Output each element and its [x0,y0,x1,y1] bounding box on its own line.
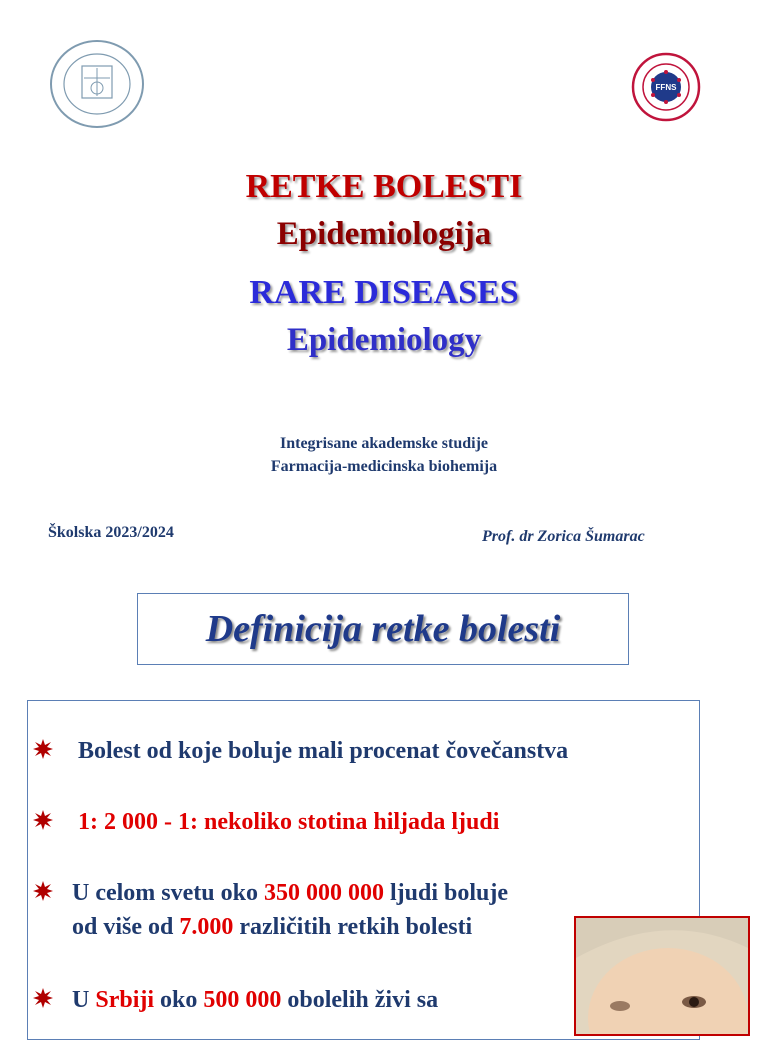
study-line1: Integrisane akademske studije [279,435,488,452]
baby-photo [574,916,750,1036]
bullet-3-number: 350 000 000 [263,880,384,906]
bullet-3-text-d: različitih retkih bolesti [233,914,473,940]
title-sr-line2: Epidemiologija [276,216,492,252]
bullet-star-icon [32,880,54,902]
bullet-3 [72,876,508,944]
study-line2: Farmacija-medicinska biohemija [270,458,498,475]
bullet-4-text-b: oko [154,987,204,1013]
bullet-star-icon [32,809,54,831]
bullet-3-number2: 7.000 [179,914,234,940]
school-year: Školska 2023/2024 [48,524,174,541]
bullet-3-text-c: od više od [72,914,180,940]
bullet-4-text-c: obolelih živi sa [281,987,439,1013]
bullet-4-text-a: U [72,987,96,1013]
title-sr-line1: RETKE BOLESTI [245,168,523,205]
title-en-line2: Epidemiology [286,322,482,358]
ffns-label: FFNS [655,83,677,92]
bullet-1: Bolest od koje boluje mali procenat čovečanstva [78,738,569,764]
bullet-4 [72,983,438,1017]
university-seal-logo [48,38,146,130]
definition-heading-box [137,593,629,665]
author-name: Prof. dr Zorica Šumarac [482,528,645,545]
bullet-4-serbia: Srbiji [95,987,155,1013]
bullet-star-icon [32,738,54,760]
bullet-star-icon [32,987,54,1009]
definition-title: Definicija retke bolesti [205,608,561,650]
bullet-4-number: 500 000 [203,987,282,1013]
study-program [0,432,768,478]
title-en-line1: RARE DISEASES [249,274,519,311]
bullet-2: 1: 2 000 - 1: nekoliko stotina hiljada ljudi [78,809,500,835]
ffns-seal-logo [630,52,702,122]
bullet-3-text-a: U celom svetu oko [72,880,264,906]
bullet-3-text-b: ljudi boluje [383,880,509,906]
